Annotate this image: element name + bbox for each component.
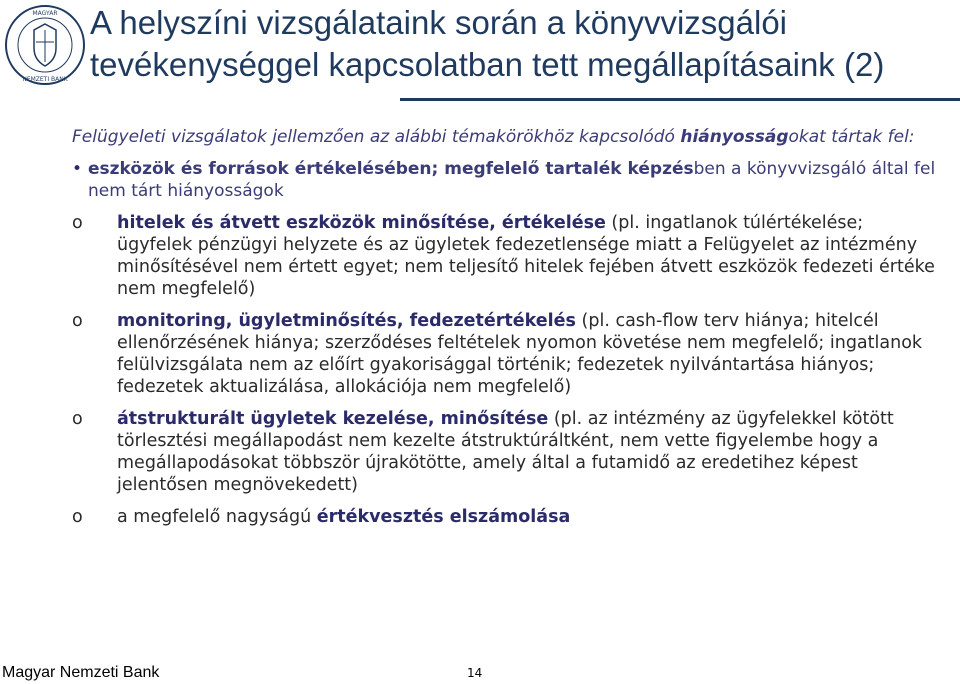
bullet-rest: ben a könyvvizsgáló által fel nem tárt hiányosságok xyxy=(88,159,936,201)
bullet-strong: eszközök és források értékelésében; megfelelő tartalék képzés xyxy=(88,159,694,179)
intro-text xyxy=(72,126,942,148)
sub-list xyxy=(72,212,942,528)
footer-brand: Magyar Nemzeti Bank xyxy=(2,664,160,681)
item-strong: átstrukturált ügyletek kezelése, minősítése xyxy=(117,409,549,429)
mnb-logo xyxy=(4,4,86,86)
page-number: 14 xyxy=(467,666,483,680)
item-strong: hitelek és átvett eszközök minősítése, értékelése xyxy=(117,213,606,233)
item-pre: a megfelelő nagyságú xyxy=(117,507,317,527)
title-divider xyxy=(400,98,960,101)
list-item xyxy=(72,408,942,496)
intro-strong: hiányosság xyxy=(680,127,789,147)
item-rest: (pl. cash-flow terv hiánya; hitelcél ellenőrzésének hiánya; szerződéses feltételek nyomon követése nem megfelelő; ingatlanok felülvizsgálata nem az előírt gyakorisággal történik; fedezetek nyilvántartása hiányos; fedezetek aktualizálása, allokációja nem megfelelő) xyxy=(117,311,923,397)
slide-title: A helyszíni vizsgálataink során a könyvvizsgálói tevékenységgel kapcsolatban tett megállapításaink (2) xyxy=(90,4,885,83)
item-strong: értékvesztés elszámolása xyxy=(316,507,571,527)
list-marker: o xyxy=(72,213,83,233)
item-rest: (pl. az intézmény az ügyfelekkel kötött törlesztési megállapodást nem kezelte átstruktúráltként, nem vette figyelembe hogy a megállapodásokat többször újrakötötte, amely által a futamidő az eredetihez képest jelentősen megnövekedett) xyxy=(117,409,894,495)
list-marker: o xyxy=(72,311,83,331)
slide-content xyxy=(72,126,942,538)
svg-text:MAGYAR: MAGYAR xyxy=(32,10,58,17)
main-bullet xyxy=(72,158,942,202)
list-item xyxy=(72,310,942,398)
intro-part2: okat tártak fel: xyxy=(788,127,915,147)
intro-part1: Felügyeleti vizsgálatok jellemzően az alábbi témakörökhöz kapcsolódó xyxy=(72,127,681,147)
list-item xyxy=(72,506,942,528)
item-strong: monitoring, ügyletminősítés, fedezetértékelés xyxy=(117,311,576,331)
list-item xyxy=(72,212,942,300)
list-marker: o xyxy=(72,409,83,429)
svg-text:NEMZETI BANK: NEMZETI BANK xyxy=(22,76,68,83)
item-rest: (pl. ingatlanok túlértékelése; ügyfelek pénzügyi helyzete és az ügyletek fedezetlensége miatt a Felügyelet az intézmény minősítésével nem értett egyet; nem teljesítő hitelek fejében átvett eszközök fedezeti értéke nem megfelelő) xyxy=(117,213,935,299)
list-marker: o xyxy=(72,507,83,527)
